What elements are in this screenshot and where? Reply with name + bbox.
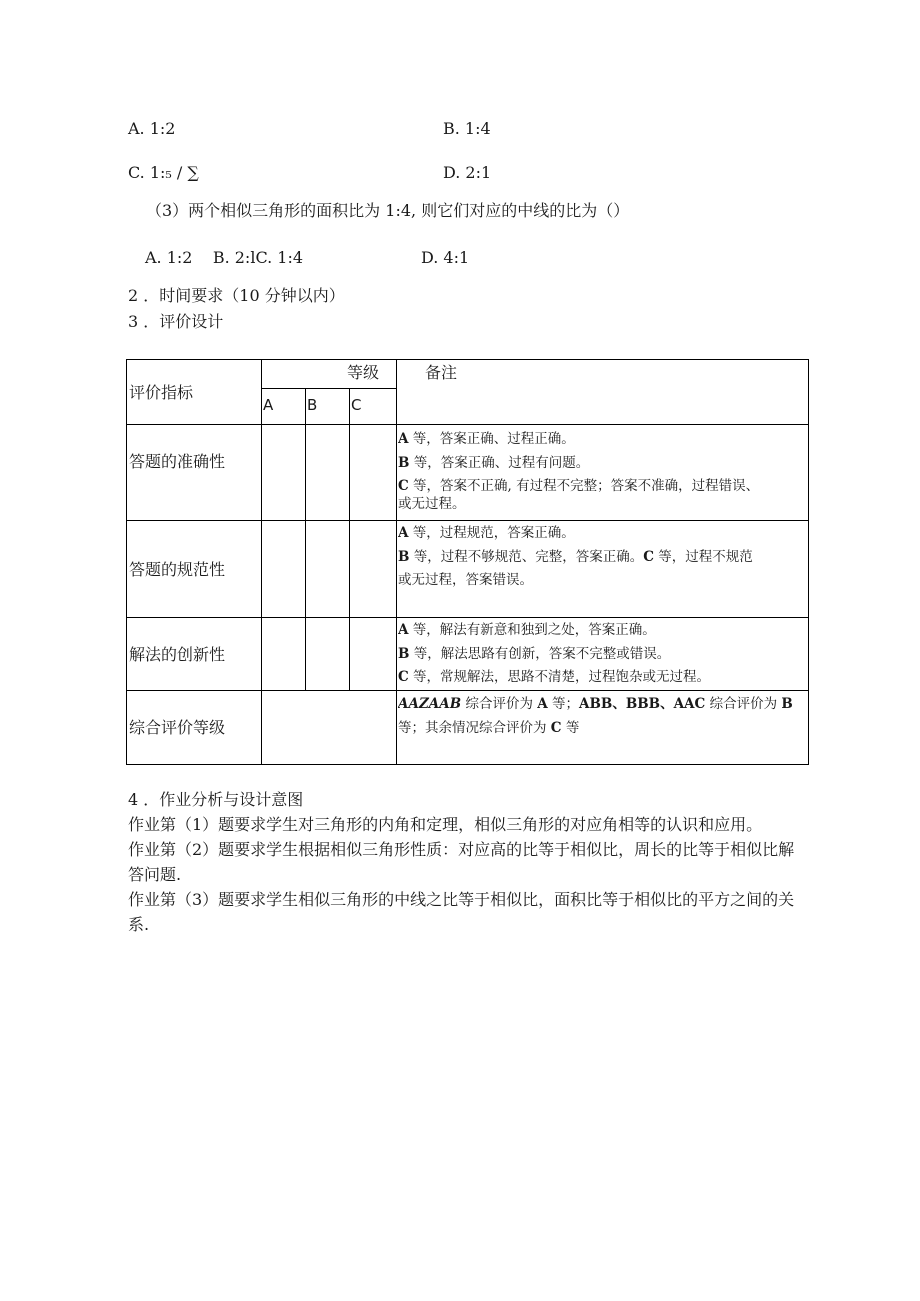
header-indicator: 评价指标 [129,383,194,402]
note-grade: B [781,696,793,712]
note-text: 等 [561,719,580,736]
note-grade: C [398,478,409,494]
analysis-paragraph-1: 作业第（1）题要求学生对三角形的内角和定理，相似三角形的对应角相等的认识和应用。 [128,815,763,834]
note-text: 等，解法有新意和独到之处，答案正确。 [408,622,656,638]
header-grade-c: C [351,396,362,414]
note-grade: ABB、BBB、AAC [579,696,706,712]
column-divider-line [305,388,306,690]
note-text: 综合评价为 [461,696,538,712]
note-grade: B [398,645,410,662]
grade-divider-line [261,388,396,389]
note-text: 等，过程规范，答案正确。 [408,525,575,541]
note-text: 综合评价为 [705,696,782,712]
header-grade-b: B [307,396,318,414]
note-text: 等，答案正确、过程正确。 [408,431,575,447]
row-divider-line [127,520,808,521]
q2-option-a: A. 1:2 [128,119,176,138]
note-standardization [398,522,808,616]
note-grade: A [398,622,409,638]
analysis-paragraph-3: 作业第（3）题要求学生相似三角形的中线之比等于相似比，面积比等于相似比的平方之间的关系. [128,890,795,934]
analysis-paragraph-2: 作业第（2）题要求学生根据相似三角形性质：对应高的比等于相似比，周长的比等于相似比解答问题. [128,840,795,884]
q3-option-d: D. 4:1 [421,248,470,267]
note-text: 等，答案不正确, 有过程不完整；答案不准确，过程错误、 [408,478,760,494]
note-text: 等；其余情况综合评价为 [398,719,551,736]
note-text: 等，答案正确、过程有问题。 [409,454,590,471]
note-innovation [398,619,808,689]
note-accuracy [398,428,808,519]
q3-question: （3）两个相似三角形的面积比为 1:4, 则它们对应的中线的比为（） [146,201,630,220]
row-divider-line [127,617,808,618]
note-text: 或无过程，答案错误。 [398,572,533,588]
q2-option-c: C. 1:₅ / ∑ [128,163,199,182]
column-divider-line [261,360,262,764]
evaluation-table [126,359,809,765]
q2-option-b: B. 1:4 [443,119,491,138]
note-grade: C [398,669,409,685]
note-overall [398,693,808,763]
note-text: 等，解法思路有创新，答案不完整或错误。 [409,645,671,662]
header-grade-a: A [263,396,274,414]
note-grade: C [643,548,654,565]
note-text: 或无过程。 [398,495,466,512]
note-grade: A [398,431,409,447]
note-grade: A [398,525,409,541]
note-grade: B [398,454,410,471]
section-evaluation-design: 3 ．评价设计 [128,312,224,331]
q2-option-d: D. 2:1 [443,163,492,182]
note-grade: A [537,696,548,712]
header-note: 备注 [425,363,458,382]
note-grade: C [550,719,562,736]
indicator-innovation: 解法的创新性 [129,645,226,664]
indicator-accuracy: 答题的准确性 [129,452,226,471]
indicator-overall: 综合评价等级 [129,718,226,737]
note-text: 等，过程不够规范、完整，答案正确。 [409,548,644,565]
note-grade: B [398,548,410,565]
column-divider-line [349,388,350,690]
note-text: 等，过程不规范 [653,548,753,565]
row-divider-line [127,424,808,425]
section-analysis: 4 ．作业分析与设计意图 [128,790,304,809]
q3-options-abc: A. 1:2 B. 2:lC. 1:4 [145,248,304,267]
note-text: 等，常规解法，思路不清楚，过程饱杂或无过程。 [408,669,711,685]
indicator-standardization: 答题的规范性 [129,560,226,579]
header-grade: 等级 [347,363,380,382]
note-text: 等； [547,696,580,712]
column-divider-line [396,360,397,764]
section-time-requirement: 2 ．时间要求（10 分钟以内） [128,286,345,305]
note-grade: AAZAAB [398,696,462,712]
row-divider-line [127,690,808,691]
